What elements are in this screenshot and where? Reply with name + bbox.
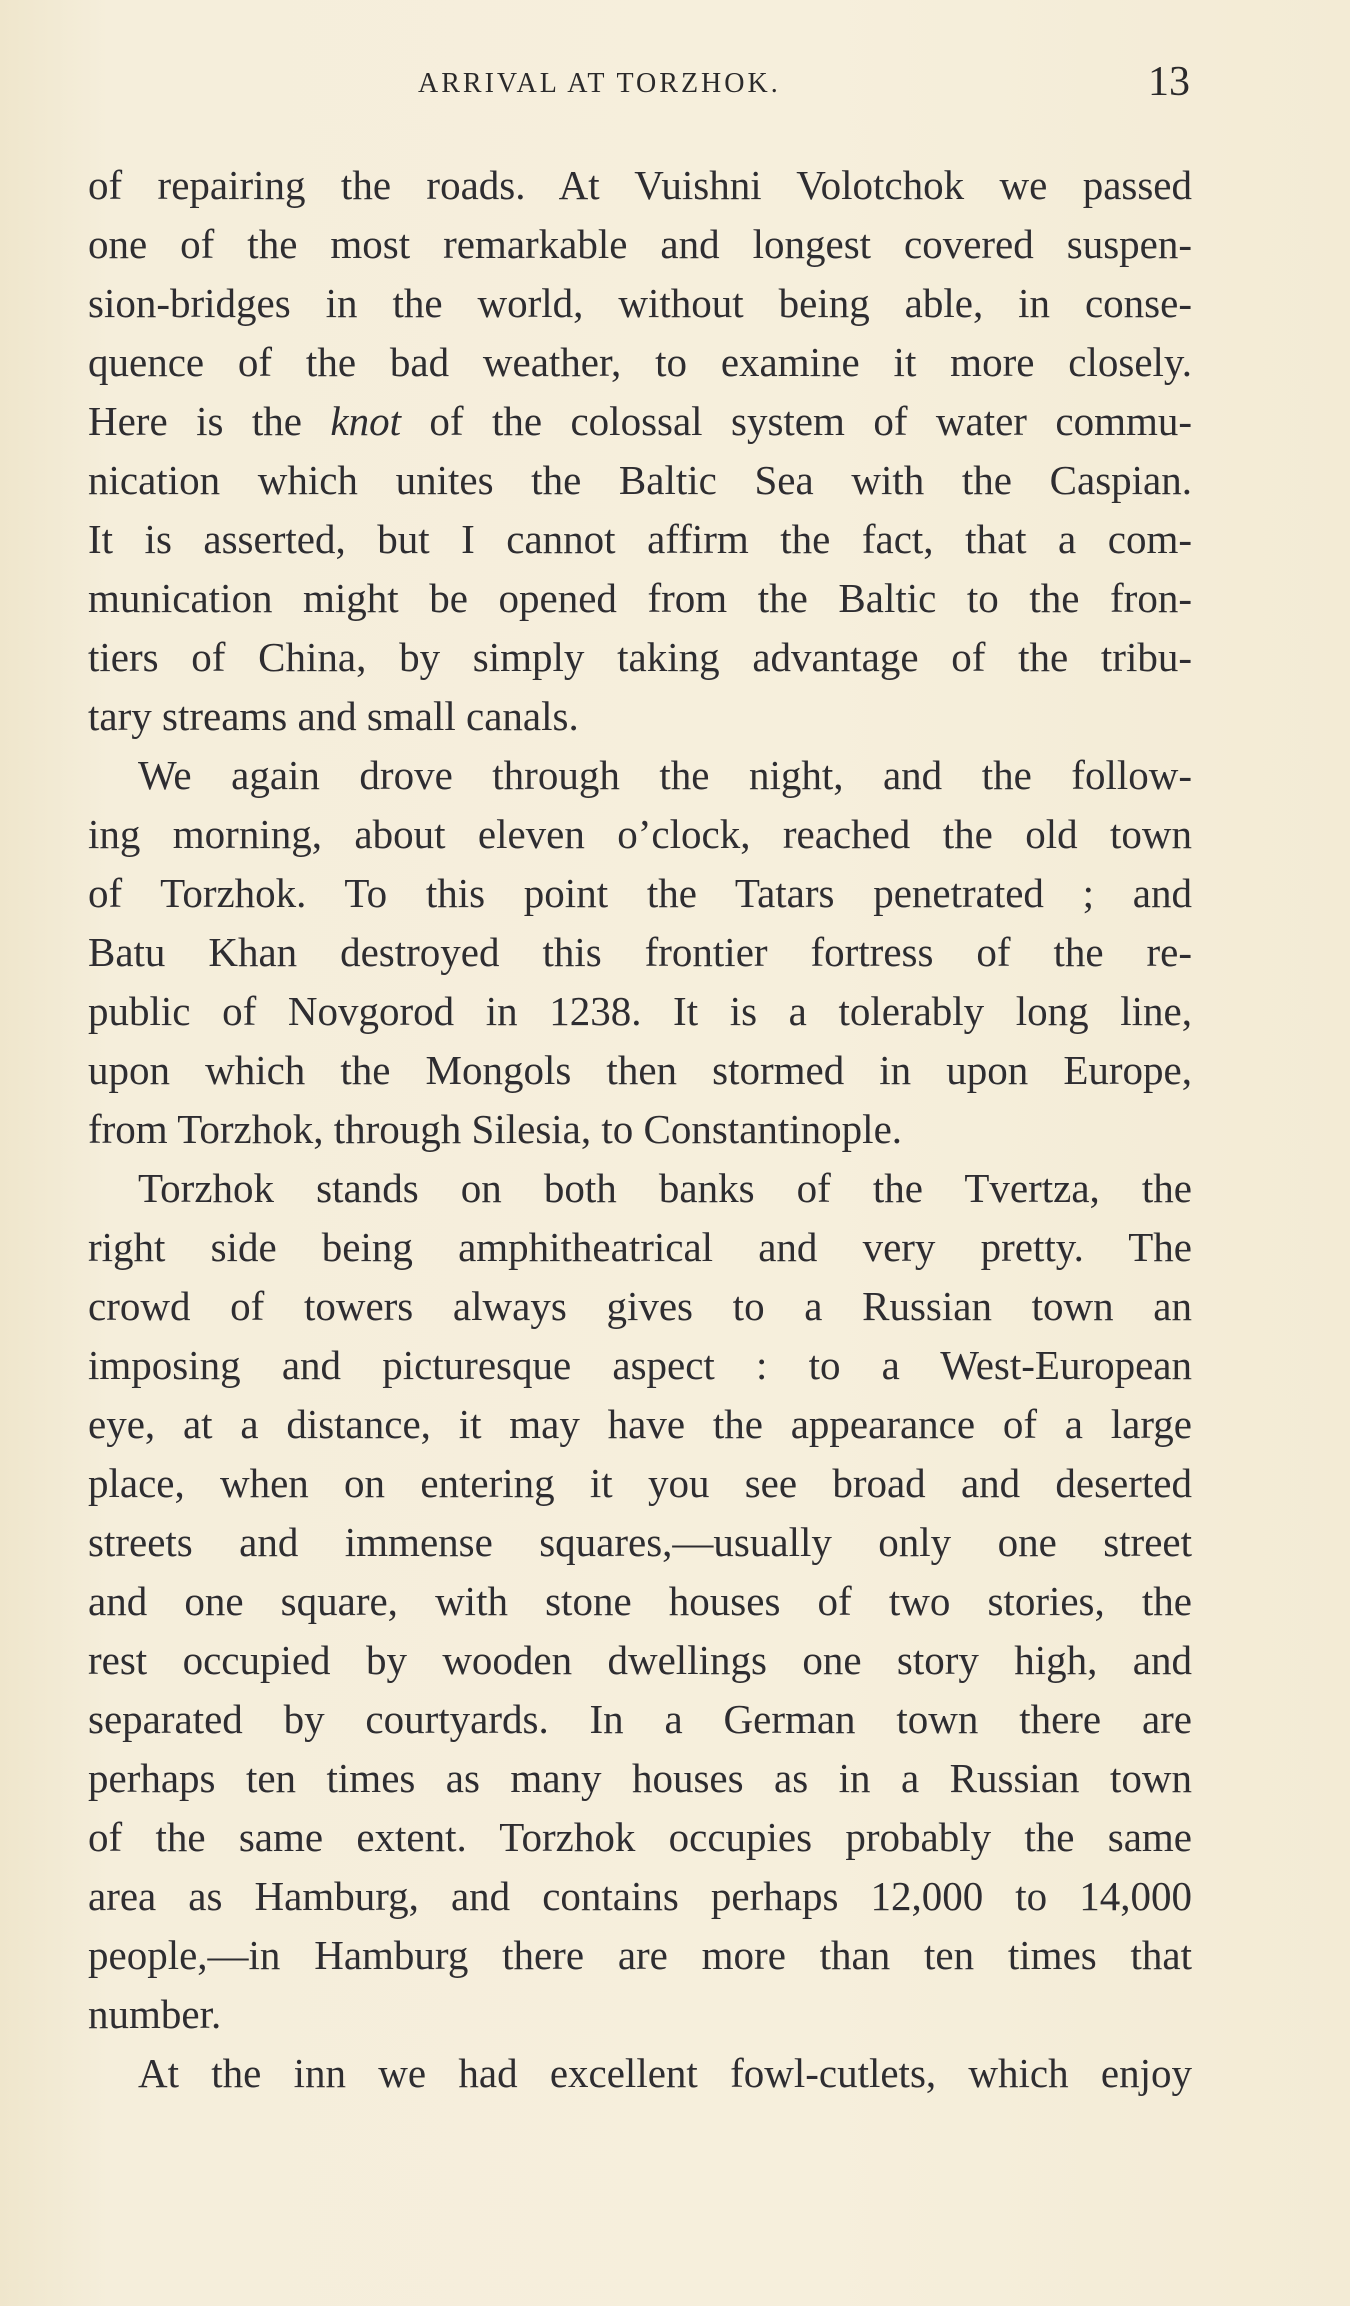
text-line: streets and immense squares,—usually only one street (88, 1519, 1192, 1565)
text-line: from Torzhok, through Silesia, to Constantinople. (88, 1106, 903, 1152)
text-line: crowd of towers always gives to a Russian town an (88, 1283, 1192, 1329)
text-line: We again drove through the night, and the follow- (138, 752, 1192, 798)
text-line: of the same extent. Torzhok occupies probably the same (88, 1814, 1192, 1860)
text-line: eye, at a distance, it may have the appearance of a large (88, 1401, 1192, 1447)
text-line: sion-bridges in the world, without being able, in conse- (88, 280, 1192, 326)
text-line: Torzhok stands on both banks of the Tvertza, the (138, 1165, 1192, 1211)
text-line (88, 392, 1192, 451)
text-line: quence of the bad weather, to examine it more closely. (88, 339, 1192, 385)
text-line: ing morning, about eleven o’clock, reached the old town (88, 811, 1192, 857)
text-line: munication might be opened from the Baltic to the fron- (88, 575, 1192, 621)
text-line: tiers of China, by simply taking advantage of the tribu- (88, 634, 1192, 680)
text-line: perhaps ten times as many houses as in a Russian town (88, 1755, 1192, 1801)
text-line: number. (88, 1991, 222, 2037)
text-line: right side being amphitheatrical and very pretty. The (88, 1224, 1192, 1270)
text-line: one of the most remarkable and longest covered suspen- (88, 221, 1192, 267)
text-line: nication which unites the Baltic Sea with the Caspian. (88, 457, 1192, 503)
text-line: and one square, with stone houses of two stories, the (88, 1578, 1192, 1624)
body-text (88, 156, 1192, 2103)
text-line: of Torzhok. To this point the Tatars penetrated ; and (88, 870, 1192, 916)
text-line: area as Hamburg, and contains perhaps 12,000 to 14,000 (88, 1873, 1192, 1919)
text-line: At the inn we had excellent fowl-cutlets, which enjoy (138, 2050, 1192, 2096)
page-number: 13 (1148, 59, 1190, 105)
italic-emphasis: knot (330, 398, 401, 444)
text-line: Batu Khan destroyed this frontier fortress of the re- (88, 929, 1192, 975)
text-line: place, when on entering it you see broad and deserted (88, 1460, 1192, 1506)
text-line: public of Novgorod in 1238. It is a tolerably long line, (88, 988, 1192, 1034)
text-line: upon which the Mongols then stormed in upon Europe, (88, 1047, 1192, 1093)
text-line: separated by courtyards. In a German town there are (88, 1696, 1192, 1742)
text-segment: Here is the (88, 398, 331, 444)
text-line: imposing and picturesque aspect : to a West-European (88, 1342, 1192, 1388)
page-header (88, 58, 1190, 118)
text-line: people,—in Hamburg there are more than ten times that (88, 1932, 1192, 1978)
text-line: tary streams and small canals. (88, 693, 579, 739)
text-line: rest occupied by wooden dwellings one story high, and (88, 1637, 1192, 1683)
text-line: of repairing the roads. At Vuishni Volotchok we passed (88, 162, 1192, 208)
running-head: ARRIVAL AT TORZHOK. (418, 68, 781, 99)
text-line: It is asserted, but I cannot affirm the fact, that a com- (88, 516, 1192, 562)
text-segment: of the colossal system of water commu- (400, 398, 1193, 444)
